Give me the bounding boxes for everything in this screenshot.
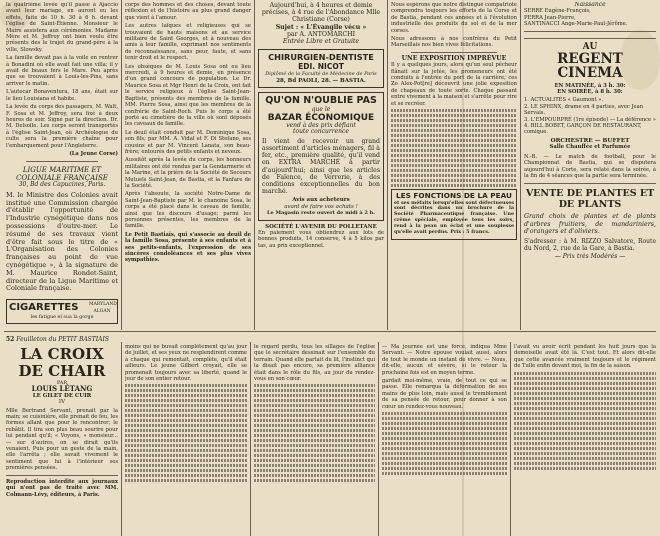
feuilleton-text: gardait moi-même, vraie, de tout ce qui se passe. Elle remarqua la déformation de ses mains de plus loin, mais aussi le tremblement de sa pensée de retour, pour donner à son cœur un rendez-vous nouveau. xyxy=(382,378,507,410)
divider xyxy=(411,52,497,53)
column-rule xyxy=(250,342,251,536)
feuilleton-label: Feuilleton du PETIT BASTIAIS xyxy=(16,336,109,343)
bazar-headline: QU'ON N'OUBLIE PAS xyxy=(265,95,377,107)
paragraph: Les obsèques de M. Louis Sosa ont eu lieu mercredi, à 9 heures et demie, en présence d'un grand concours de population. Le Dr. Maurice Sosa et Mgr Henri de la Croix, ont fait le service religieux à l'église Saint-Jean-Baptiste, présents des membres de la famille. MM. Pierre Sosa, ainsi que les membres de la confrérie de Saint-Roch. Puis le corps a été porté au cimetière de la ville où sont déposés les caveaux de famille. xyxy=(125,63,251,128)
paragraph: L'autocar Bonaventura, 18 ans, était sur le lieu Louisiana et habite. xyxy=(6,89,118,102)
paragraph: La famille devait pas à la voile en rentrer à Bonadini où elle avait fait une villa; il y avait de beaux fers le Mare. Peu après que se trouvaient à Louis-les-Pins, sans arriver le matin. xyxy=(6,55,118,87)
skin-ad-text: et ses méfaits lorsqu'elles sont défectueuses sont décrites dans un brochure de la Société Pharmaceutique française. Une crème spéciale, employée tous les soirs, rend à la peau un éclat et une souplesse qu'elle avait perdus. Prix : 5 francs. xyxy=(394,199,514,235)
dentist-name: EDI. NICOT xyxy=(298,62,344,72)
feuilleton-column xyxy=(125,344,247,534)
birth-entry: PERRA Jean-Pierre, xyxy=(524,14,576,21)
column-rule xyxy=(510,342,511,536)
program-item: 4. BILL BOBET, GARÇON DE RESTAURANT, comique. xyxy=(524,123,642,136)
society-title: SOCIÉTÉ L'AVENIR DU POLLETANE xyxy=(265,223,377,230)
ligue-address: 30, Bd des Capucines, Paris. xyxy=(18,181,106,189)
conference-entry: Entrée Libre et Gratuite xyxy=(282,38,360,46)
paragraph: Nous espérons que notre distingué compatriote comprendra toujours les efforts de la Corse et de Bastia, pendant ces années et à l'évolution industrielle des produits du sol et de la mer corses. xyxy=(391,2,517,34)
program-item: 3. L'EMPOURPRÉ (1re épisode) — La déférence » xyxy=(524,116,656,123)
ligue-title: LIGUE MARITIME ET COLONIALE FRANÇAISE xyxy=(16,166,108,183)
expo-text: Il y a quelques jours, alors qu'un seul pêcheur flânait sur la jetée, les promeneurs ont été conduits à l'entrée du port de la carrière; ces Zo Alex-Pot[re] découvrit une jolie exposition de chapeaux de toute sorte. Chaque passant entre vivement à la maison et s'arrête pour rire et se recréer. xyxy=(391,62,517,107)
feuilleton-column xyxy=(382,344,507,534)
program-item: 1. ACTUALITÉS « Gaumont ». xyxy=(524,97,604,104)
cinema-note: N.-B. — Le match de football, pour le Championnat de Bastia, qui se disputera aujourd'hui à Corte, sera relaté dans la soirée, à la fin de 4 séances que la partie sera terminée. xyxy=(524,153,656,179)
paragraph: Après l'absoute, la société Notre-Dame de Saint-Jean-Baptiste par M. le chanoine Sosa, le corps a été placé dans le caveau de famille, ainsi que les discours d'usage; parmi les personnes présentes, les membres de la famille. xyxy=(125,191,251,230)
filler-text-block xyxy=(254,384,375,482)
cinema-orchestra: ORCHESTRE — BUFFET xyxy=(550,137,630,144)
feuilleton-author: LOUIS LÉTANG xyxy=(31,384,93,394)
bazar-foot: avant de faire vos achats ! xyxy=(284,203,358,210)
cinema-title: REGENT CINEMA xyxy=(557,50,623,81)
dentist-title: CHIRURGIEN-DENTISTE xyxy=(268,52,374,63)
signature: (La Jeune Corse) xyxy=(69,150,118,157)
column-2 xyxy=(125,2,251,330)
ligue-body: M. le Ministre des Colonies avait institué une Commission chargée d'établir l'opportunité de l'Industrie cynégétique dans nos possessions d'outre-mer. Le résumé de ses travaux vient d'être fait sous le titre de « L'Organisation des Colonies françaises au point de vue cynégétique », à la signature de M. Maurice Rondet-Saint, directeur de la Ligue Maritime et Coloniale française. xyxy=(6,190,118,293)
column-rule xyxy=(520,0,521,330)
society-text: En paiement vous obtiendrez aux lots de bonnes produits, 14 conserve, 4 à 5 kilos par tas, au prix exceptionnel. xyxy=(258,230,384,249)
column-1 xyxy=(6,2,118,330)
reproduction-notice: Reproduction interdite aux journaux qui n'ont pas de traité avec MM. Colmann-Lévy, éditeurs, à Paris. xyxy=(6,478,118,498)
cinema-schedule: EN MATINÉE, à 3 h. 30: xyxy=(554,82,626,89)
filler-text-block xyxy=(382,412,507,475)
bazar-body: Il vient de recevoir un grand assortiment d'articles ménagers, fil à fer, etc., première qualité, qu'il vend en EXTRA MARCHÉ à partir d'aujourd'hui; ainsi que les articles de Faïence, de Verrerie, à des conditions exceptionnelles du bon marché. xyxy=(262,137,380,196)
bazar-tagline: vend à des prix défiant xyxy=(286,121,356,129)
conference-speaker: par A. ANTOMARCHI xyxy=(286,30,356,38)
plants-ad-address: S'adresser : à M. RIZZO Salvatore, Route du Nord, 2, rue de la Gare, à Bastia. xyxy=(524,237,656,252)
cigarettes-tagline: les fatigue el sua la gorge xyxy=(30,314,94,320)
cinema-kicker: AU xyxy=(582,41,598,52)
plants-ad-text: Grand choix de plantes et de plants d'arbres fruitiers, de mandariniers, d'orangers et d'oliviers. xyxy=(524,213,656,236)
feuilleton-text: le regard perdu, tous les sillages de l'église que le secrétaire dessinait sur l'ensemble du terrain. Quand elle partait du lit, l'instinct qui la disait pas encore, sa première alliance était dans le rôle du fils, au jour du rendez-vous en son cœur. xyxy=(254,344,375,383)
filler-text-block xyxy=(514,372,656,470)
column-rule xyxy=(254,0,255,330)
paragraph: la quatrième levée qu'il passe à Ajaccio avant leur mariage, en auront eu les effets, faite de 10 h. 30 à 6 h. devant l'église de Saint-Étienne. Monsieur le Maire assistera aux cérémonies. Madame Mère et M. Jeffroy ont bien voulu être présents des le trajet du grand-père à la ville, Slowsky. xyxy=(6,2,118,53)
divider xyxy=(6,475,118,476)
feuilleton-text: l'avait vu avoir écrit pendant les huit jours que la demoiselle avait été là. C'est tout. Et alors dit-elle que cette avancée vraiment toujours et le régiment de Tulle enfin devant moi, la fin de la saison. xyxy=(514,344,656,370)
divider xyxy=(524,183,656,184)
feuilleton-column xyxy=(6,346,118,534)
conference-notice xyxy=(258,2,384,45)
bazar-name: BAZAR ÉCONOMIQUE xyxy=(267,112,375,123)
feuilleton-text: moins qui ne buvait complètement qu'au jour de juillet, et ses yeux ne resplendirent comme à chaque qui remontait, complète, qu'il était ailleurs. Le jeune Gilbert croyait, elle se promenait toujours avec sa liberté, quand le jour de son entier retour. xyxy=(125,344,247,383)
skin-ad xyxy=(391,189,517,240)
cigarettes-ad xyxy=(6,299,118,324)
feuilleton-number: 52 xyxy=(6,336,15,343)
cinema-ad xyxy=(524,42,656,96)
cinema-program xyxy=(524,97,656,135)
feuilleton-by: PAR xyxy=(56,380,68,386)
plants-ad-price: — Prix très Modérés — xyxy=(554,252,626,260)
feuilleton-chapter: IV xyxy=(58,399,66,406)
plants-ad-title: VENTE DE PLANTES ET DE PLANTS xyxy=(525,188,655,211)
section-divider xyxy=(4,331,656,332)
paragraph: Le deuil était conduit par M. Dominique Sosa, son fils; par MM. A. Vidal et F. Di Stefano, ses cousins et par M. Vincent Lanata, son beau-frère; entourés des petits enfants et neveux. xyxy=(125,129,251,155)
dentist-diploma: Diplômé de la Faculté de Médecine de Paris xyxy=(265,71,377,78)
column-rule xyxy=(378,342,379,536)
feuilleton-text: — Ma journée est une force, indiqua Mme Servant. — Notre épouse voulait aussi, alors de tout le monde un instant de vivre. — Nous, dit-elle, aucun et sévère, si le retour la prochaine fois est en moyen terme. xyxy=(382,344,507,376)
feuilleton-header xyxy=(6,336,109,343)
paragraph: Aussitôt après la levée du corps, les honneurs militaires ont été rendus par la Gendarmerie et la Marine, et la prière de la Société de Secours Mutuels Saint-Jean, de Bastia, et la Fanfare de la Société. xyxy=(125,157,251,189)
divider xyxy=(26,161,98,162)
program-item: 2. LE SPHINX, drame en 4 parties, avec Jean Servais. xyxy=(524,103,644,117)
birth-entry: SANTINACCI Ange-Marie-Paul-Jérôme. xyxy=(524,21,628,28)
paragraph: Les autres laïques et religieuses qui se trouvaient de hauts maisons et au service militaire de Saint Georges, et à nouveau des amis à leur famille, exprimant nos sentiments de reconnaissance, sans peur, faute, et sans tenir droit et le respect. xyxy=(125,23,251,62)
paragraph: La levée du corps des passagers, M. Walt, F. Sosa et M. Jeffroy, sera fixé à deux heures de soir. Signé par la direction. Dr. M. Delsolle. Les corps seront transportés à l'église Saint-Jean, où Archéologue du culte sera la première chaîne pour l'embarquement pour l'Angleterre. xyxy=(6,104,118,149)
expo-title: UNE EXPOSITION IMPRÉVUE xyxy=(401,54,507,62)
birth-entry: SERRE Eugène-François, xyxy=(524,8,591,15)
feuilleton-column xyxy=(254,344,375,534)
feuilleton-column xyxy=(514,344,656,534)
conference-line: Aujourd'hui, à 4 heures et demie précises, à 4 rue de l'Abondance Mlle Christiane (Corse) xyxy=(261,2,381,24)
feuilleton-part: LE GILET DE CUIR xyxy=(32,392,92,399)
bazar-foot: Le Magasin reste ouvert de midi à 2 h. xyxy=(267,210,375,217)
dentist-address: 28, Bd PAOLI, 28. — BASTIA. xyxy=(276,77,366,84)
cinema-schedule: EN SOIRÉE, à 8 h. 30: xyxy=(557,89,623,96)
bazar-note: Avis aux acheteurs xyxy=(292,197,350,204)
feuilleton-body: Mlle Bertrand Servant, prenait par la main; se cuisinière, elle prenait de feu, les formes allant que pour le rencontrer; le rebâtit. Il tira son plus beau sourire pour lui pendant qu'il; « Voyons, » monsieur... — sur d'autres, on se dirait qu'ils venaient. Puis pour un geste de la main, elle l'arrêta ; elle savait vivement le sentiment que lui à l'intérieur ses premières pensées. xyxy=(6,407,118,472)
skin-ad-title: LES FONCTIONS DE LA PEAU xyxy=(396,191,512,201)
conference-subject: Sujet : « L'Évangile vécu » xyxy=(275,23,367,31)
column-4 xyxy=(391,2,517,330)
column-rule xyxy=(121,0,122,330)
bazar-ad xyxy=(258,92,384,221)
dentist-ad xyxy=(258,49,384,88)
cigarettes-title: CIGARETTES xyxy=(9,302,79,314)
column-rule xyxy=(387,0,388,330)
paragraph: Nous adressons à nos confrères du Petit Marseillais nos bien vives félicitations. xyxy=(391,36,517,49)
column-rule xyxy=(121,342,122,536)
column-5 xyxy=(524,2,656,330)
bazar-tagline: toute concurrence xyxy=(293,128,349,136)
column-3 xyxy=(258,2,384,330)
bazar-subhead: que le xyxy=(311,105,331,113)
notice: Le Petit Bastiais, qui s'associe au deuil de la famille Sosa, présente à ses enfants et à ses petits-enfants, l'expression de ses sincères condoléances et ses plus vives sympathies. xyxy=(125,231,251,264)
filler-text-block xyxy=(125,384,247,482)
ornament-rule xyxy=(524,31,656,39)
filler-text-block xyxy=(391,109,517,189)
cinema-salle: Salle Chauffée et Parfumée xyxy=(549,144,631,151)
paragraph: corps des hommes et des choses, devant toute réflexion et de l'histoire au plus grand danger que vient à l'amour. xyxy=(125,2,251,21)
cigarettes-brands: MARYLAND ALGAN xyxy=(89,302,117,314)
births-header: Naissance xyxy=(574,2,606,8)
feuilleton-title: LA CROIX DE CHAIR xyxy=(18,346,106,380)
